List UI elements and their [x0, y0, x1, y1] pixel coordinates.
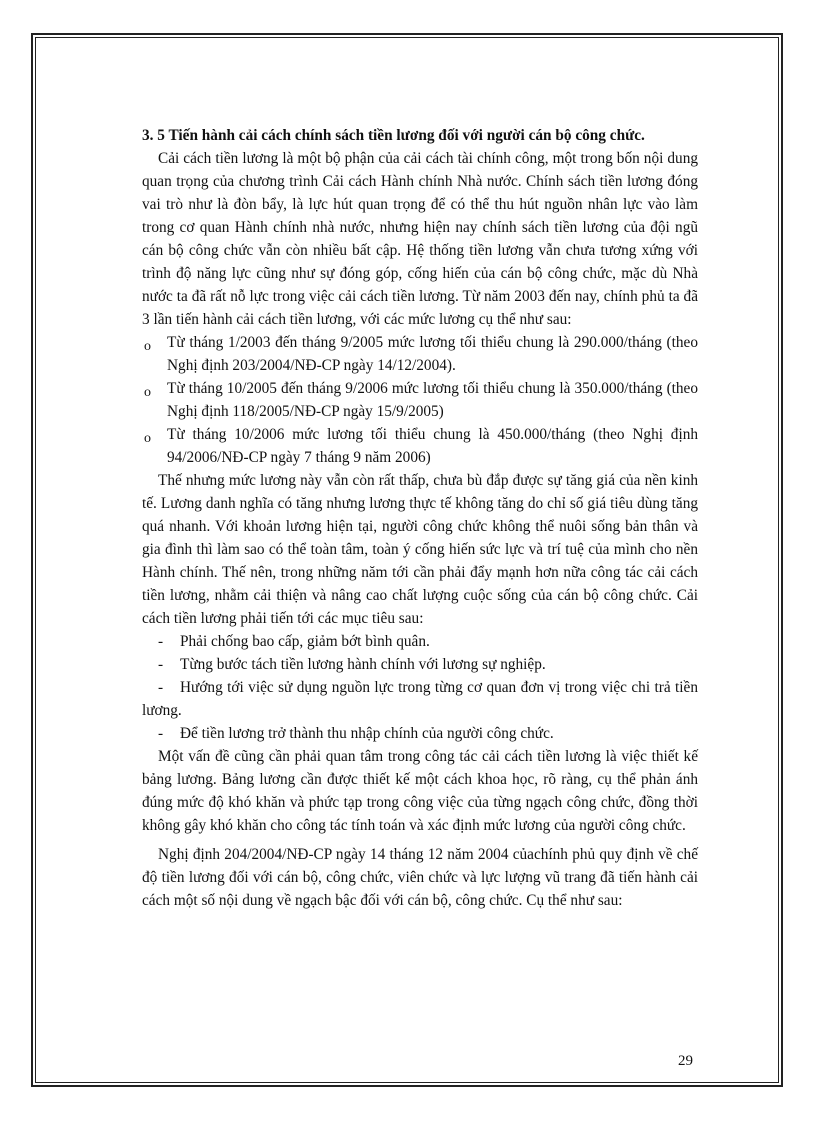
bullet-marker: o	[144, 339, 151, 354]
page-number: 29	[678, 1053, 693, 1069]
bullet-marker: o	[144, 431, 151, 446]
list-item-text: Phải chống bao cấp, giảm bớt bình quân.	[180, 633, 430, 650]
paragraph-2: Thế nhưng mức lương này vẫn còn rất thấp, chưa bù đắp được sự tăng giá của nền kinh tế. Lương danh nghĩa có tăng nhưng lương thực tế không tăng do chỉ số giá tiêu dùng tăng quá nhanh. Với khoản lương hiện tại, người công chức không thể nuôi sống bản thân và gia đình thì làm sao có thể toàn tâm, toàn ý cống hiến sức lực và trí tuệ của mình cho nền Hành chính. Thế nên, trong những năm tới cần phải đẩy mạnh hơn nữa công tác cải cách tiền lương, nhằm cải thiện và nâng cao chất lượng cuộc sống của cán bộ công chức. Cải cách tiền lương phải tiến tới các mục tiêu sau:	[142, 472, 698, 627]
paragraph-3: Một vấn đề cũng cần phải quan tâm trong công tác cải cách tiền lương là việc thiết kế bảng lương. Bảng lương cần được thiết kế một cách khoa học, rõ ràng, cụ thể phản ánh đúng mức độ khó khăn và phức tạp trong công việc của từng ngạch công chức, đồng thời không gây khó khăn cho công tác tính toán và xác định mức lương của người công chức.	[142, 748, 698, 834]
list-item-text: Từ tháng 10/2006 mức lương tối thiểu chung là 450.000/tháng (theo Nghị định 94/2006/NĐ-CP ngày 7 tháng 9 năm 2006)	[167, 426, 698, 466]
list-item-text: Hướng tới việc sử dụng nguồn lực trong từng cơ quan đơn vị trong việc chi trả tiền lương.	[142, 679, 698, 719]
dash-marker: -	[158, 679, 164, 696]
dash-marker: -	[158, 656, 164, 673]
list-item-text: Từ tháng 10/2005 đến tháng 9/2006 mức lương tối thiểu chung là 350.000/tháng (theo Nghị định 118/2005/NĐ-CP ngày 15/9/2005)	[167, 380, 698, 420]
list-item-text: Từng bước tách tiền lương hành chính với lương sự nghiệp.	[180, 656, 546, 673]
paragraph-4: Nghị định 204/2004/NĐ-CP ngày 14 tháng 12 năm 2004 củachính phủ quy định về chế độ tiền lương đối với cán bộ, công chức, viên chức và lực lượng vũ trang đã tiến hành cải cách một số nội dung về ngạch bậc đối với cán bộ, công chức. Cụ thể như sau:	[142, 846, 698, 909]
section-heading: 3. 5 Tiến hành cải cách chính sách tiền lương đối với người cán bộ công chức.	[142, 127, 645, 144]
list-item	[142, 423, 698, 469]
bullet-list	[142, 331, 698, 469]
dash-marker: -	[158, 725, 164, 742]
list-item	[142, 630, 698, 653]
dash-marker: -	[158, 633, 164, 650]
list-item	[142, 653, 698, 676]
list-item-text: Từ tháng 1/2003 đến tháng 9/2005 mức lương tối thiểu chung là 290.000/tháng (theo Nghị định 203/2004/NĐ-CP ngày 14/12/2004).	[167, 334, 698, 374]
list-item-text: Để tiền lương trở thành thu nhập chính của người công chức.	[180, 725, 554, 742]
dash-list	[142, 630, 698, 745]
list-item	[142, 377, 698, 423]
list-item	[142, 676, 698, 722]
document-body	[142, 124, 698, 912]
paragraph-1: Cải cách tiền lương là một bộ phận của cải cách tài chính công, một trong bốn nội dung quan trọng của chương trình Cải cách Hành chính Nhà nước. Chính sách tiền lương đóng vai trò như là đòn bẩy, là lực hút quan trọng để có thể thu hút nguồn nhân lực vào làm trong cơ quan Hành chính nhà nước, nhưng hiện nay chính sách tiền lương của đội ngũ cán bộ công chức vẫn còn nhiều bất cập. Hệ thống tiền lương vẫn chưa tương xứng với trình độ năng lực cũng như sự đóng góp, cống hiến của cán bộ công chức, mặc dù Nhà nước ta đã rất nỗ lực trong việc cải cách tiền lương. Từ năm 2003 đến nay, chính phủ ta đã 3 lần tiến hành cải cách tiền lương, với các mức lương cụ thể như sau:	[142, 150, 698, 328]
list-item	[142, 331, 698, 377]
bullet-marker: o	[144, 385, 151, 400]
list-item	[142, 722, 698, 745]
